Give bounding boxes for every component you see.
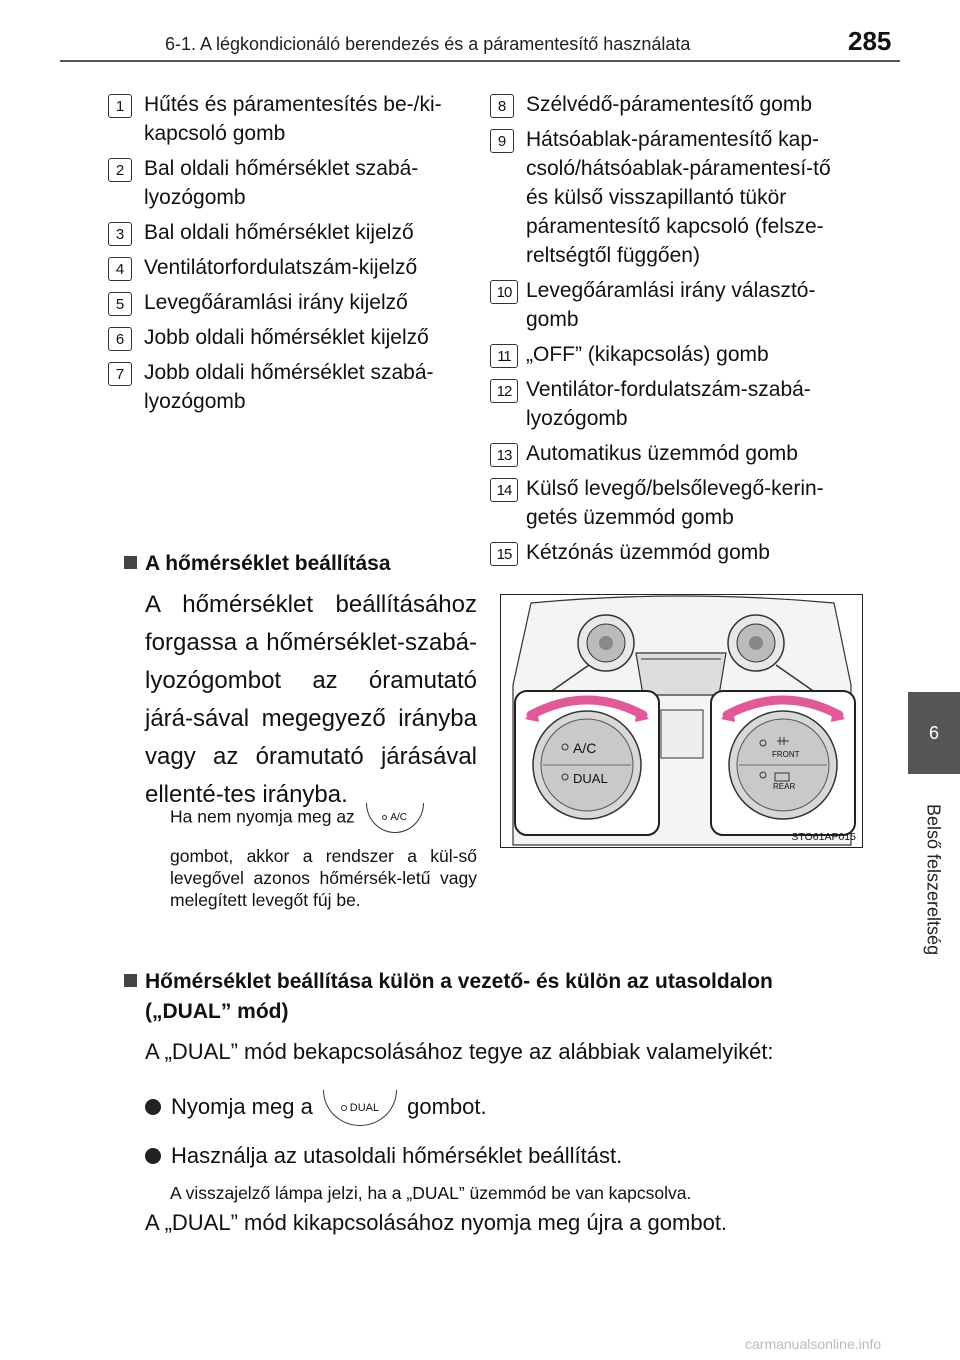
legend-item <box>490 375 850 433</box>
legend-text: Levegőáramlási irány választó-gomb <box>526 279 816 331</box>
callout-number: 14 <box>490 478 518 502</box>
legend-text: Automatikus üzemmód gomb <box>526 442 798 465</box>
indicator-light-icon <box>382 815 387 820</box>
legend-text: Ventilátor-fordulatszám-szabá-lyozógomb <box>526 378 811 430</box>
ac-button-icon <box>366 803 424 833</box>
chapter-label: Belső felszereltség <box>923 804 944 956</box>
dashboard-illustration <box>501 595 863 848</box>
note-text: Ha nem nyomja meg az <box>170 806 355 827</box>
watermark: carmanualsonline.info <box>745 1336 882 1352</box>
legend-text: Külső levegő/belsőlevegő-kerin-getés üzemmód gomb <box>526 477 824 529</box>
climate-control-figure <box>500 594 863 848</box>
dual-outro: A „DUAL” mód kikapcsolásához nyomja meg újra a gombot. <box>145 1210 728 1235</box>
callout-number: 2 <box>108 158 132 182</box>
legend-text: Szélvédő-páramentesítő gomb <box>526 93 812 116</box>
legend-item <box>108 253 470 282</box>
legend-text: Jobb oldali hőmérséklet szabá-lyozógomb <box>144 361 434 413</box>
dual-note: A visszajelző lámpa jelzi, ha a „DUAL” üzemmód be van kapcsolva. <box>170 1183 692 1203</box>
legend-item <box>490 538 850 567</box>
indicator-light-icon <box>341 1105 347 1111</box>
bullet-text: gombot. <box>407 1093 487 1119</box>
legend-left <box>108 90 470 422</box>
section1-body: A hőmérséklet beállításához forgassa a hőmérséklet-szabá-lyozógombot az óramutató járá-sával megegyező irányba vagy az óramutató járásával ellenté-tes irányba. <box>145 591 477 808</box>
legend-text: Hűtés és páramentesítés be-/ki-kapcsoló gomb <box>144 93 442 145</box>
page-header-title: 6-1. A légkondicionáló berendezés és a páramentesítő használata <box>165 34 691 54</box>
chapter-number: 6 <box>928 722 939 743</box>
callout-number: 10 <box>490 280 518 304</box>
bullet-text: Használja az utasoldali hőmérséklet beállítást. <box>171 1143 623 1168</box>
legend-text: „OFF” (kikapcsolás) gomb <box>526 343 769 366</box>
dual-bullet-2 <box>145 1141 622 1171</box>
section-heading-text: A hőmérséklet beállítása <box>145 552 391 575</box>
round-bullet-icon <box>145 1148 161 1164</box>
vent-left-icon <box>578 615 634 671</box>
left-knob-dual-label: DUAL <box>573 771 608 786</box>
legend-item <box>490 474 850 532</box>
section1-note-line1 <box>170 803 477 833</box>
legend-item <box>108 358 470 416</box>
callout-number: 13 <box>490 443 518 467</box>
legend-item <box>108 218 470 247</box>
callout-number: 3 <box>108 222 132 246</box>
legend-text: Levegőáramlási irány kijelző <box>144 291 408 314</box>
square-bullet-icon <box>124 974 137 987</box>
bullet-text: Nyomja meg a <box>171 1093 313 1119</box>
right-knob-front-label: FRONT <box>772 750 800 759</box>
callout-number: 6 <box>108 327 132 351</box>
callout-number: 11 <box>490 344 518 368</box>
section-heading-temperature <box>124 549 391 579</box>
dual-button-icon <box>323 1090 397 1126</box>
header-divider <box>60 60 900 62</box>
legend-item <box>490 439 850 468</box>
dual-intro: A „DUAL” mód bekapcsolásához tegye az alábbiak valamelyikét: <box>145 1039 774 1064</box>
square-bullet-icon <box>124 556 137 569</box>
section-heading-dual-line2: („DUAL” mód) <box>145 1000 289 1023</box>
legend-item <box>490 125 850 270</box>
legend-right <box>490 90 850 573</box>
callout-number: 5 <box>108 292 132 316</box>
vent-right-icon <box>728 615 784 671</box>
legend-text: Ventilátorfordulatszám-kijelző <box>144 256 418 279</box>
legend-item <box>108 288 470 317</box>
legend-item <box>108 323 470 352</box>
round-bullet-icon <box>145 1099 161 1115</box>
callout-number: 15 <box>490 542 518 566</box>
legend-text: Kétzónás üzemmód gomb <box>526 541 770 564</box>
legend-text: Jobb oldali hőmérséklet kijelző <box>144 326 429 349</box>
legend-item <box>490 90 850 119</box>
callout-number: 8 <box>490 94 514 118</box>
legend-item <box>108 154 470 212</box>
callout-number: 9 <box>490 129 514 153</box>
chapter-tab <box>908 692 960 774</box>
dual-bullet-1 <box>145 1090 487 1126</box>
callout-number: 4 <box>108 257 132 281</box>
legend-item <box>108 90 470 148</box>
callout-number: 1 <box>108 94 132 118</box>
section-heading-text: Hőmérséklet beállítása külön a vezető- és külön az utasoldalon <box>145 970 773 993</box>
section-heading-dual <box>124 967 884 997</box>
page-number: 285 <box>848 26 892 56</box>
dual-button-label: DUAL <box>349 1101 380 1114</box>
left-knob-ac-label: A/C <box>573 740 597 756</box>
ac-button-label: A/C <box>390 811 408 823</box>
figure-code: STO61AP015 <box>791 831 856 843</box>
section1-note-rest: gombot, akkor a rendszer a kül-ső levegővel azonos hőmérsék-letű vagy melegített levegőt fúj be. <box>170 846 477 910</box>
chapter-label-box <box>907 785 959 975</box>
legend-item <box>490 340 850 369</box>
legend-text: Bal oldali hőmérséklet kijelző <box>144 221 414 244</box>
right-knob-rear-label: REAR <box>773 782 796 791</box>
callout-number: 12 <box>490 379 518 403</box>
legend-item <box>490 276 850 334</box>
legend-text: Hátsóablak-páramentesítő kap-csoló/hátsóablak-páramentesí-tő és külső visszapillantó tükör páramentesítő kapcsoló (felsze-reltségtől függően) <box>526 128 831 267</box>
callout-number: 7 <box>108 362 132 386</box>
legend-text: Bal oldali hőmérséklet szabá-lyozógomb <box>144 157 419 209</box>
